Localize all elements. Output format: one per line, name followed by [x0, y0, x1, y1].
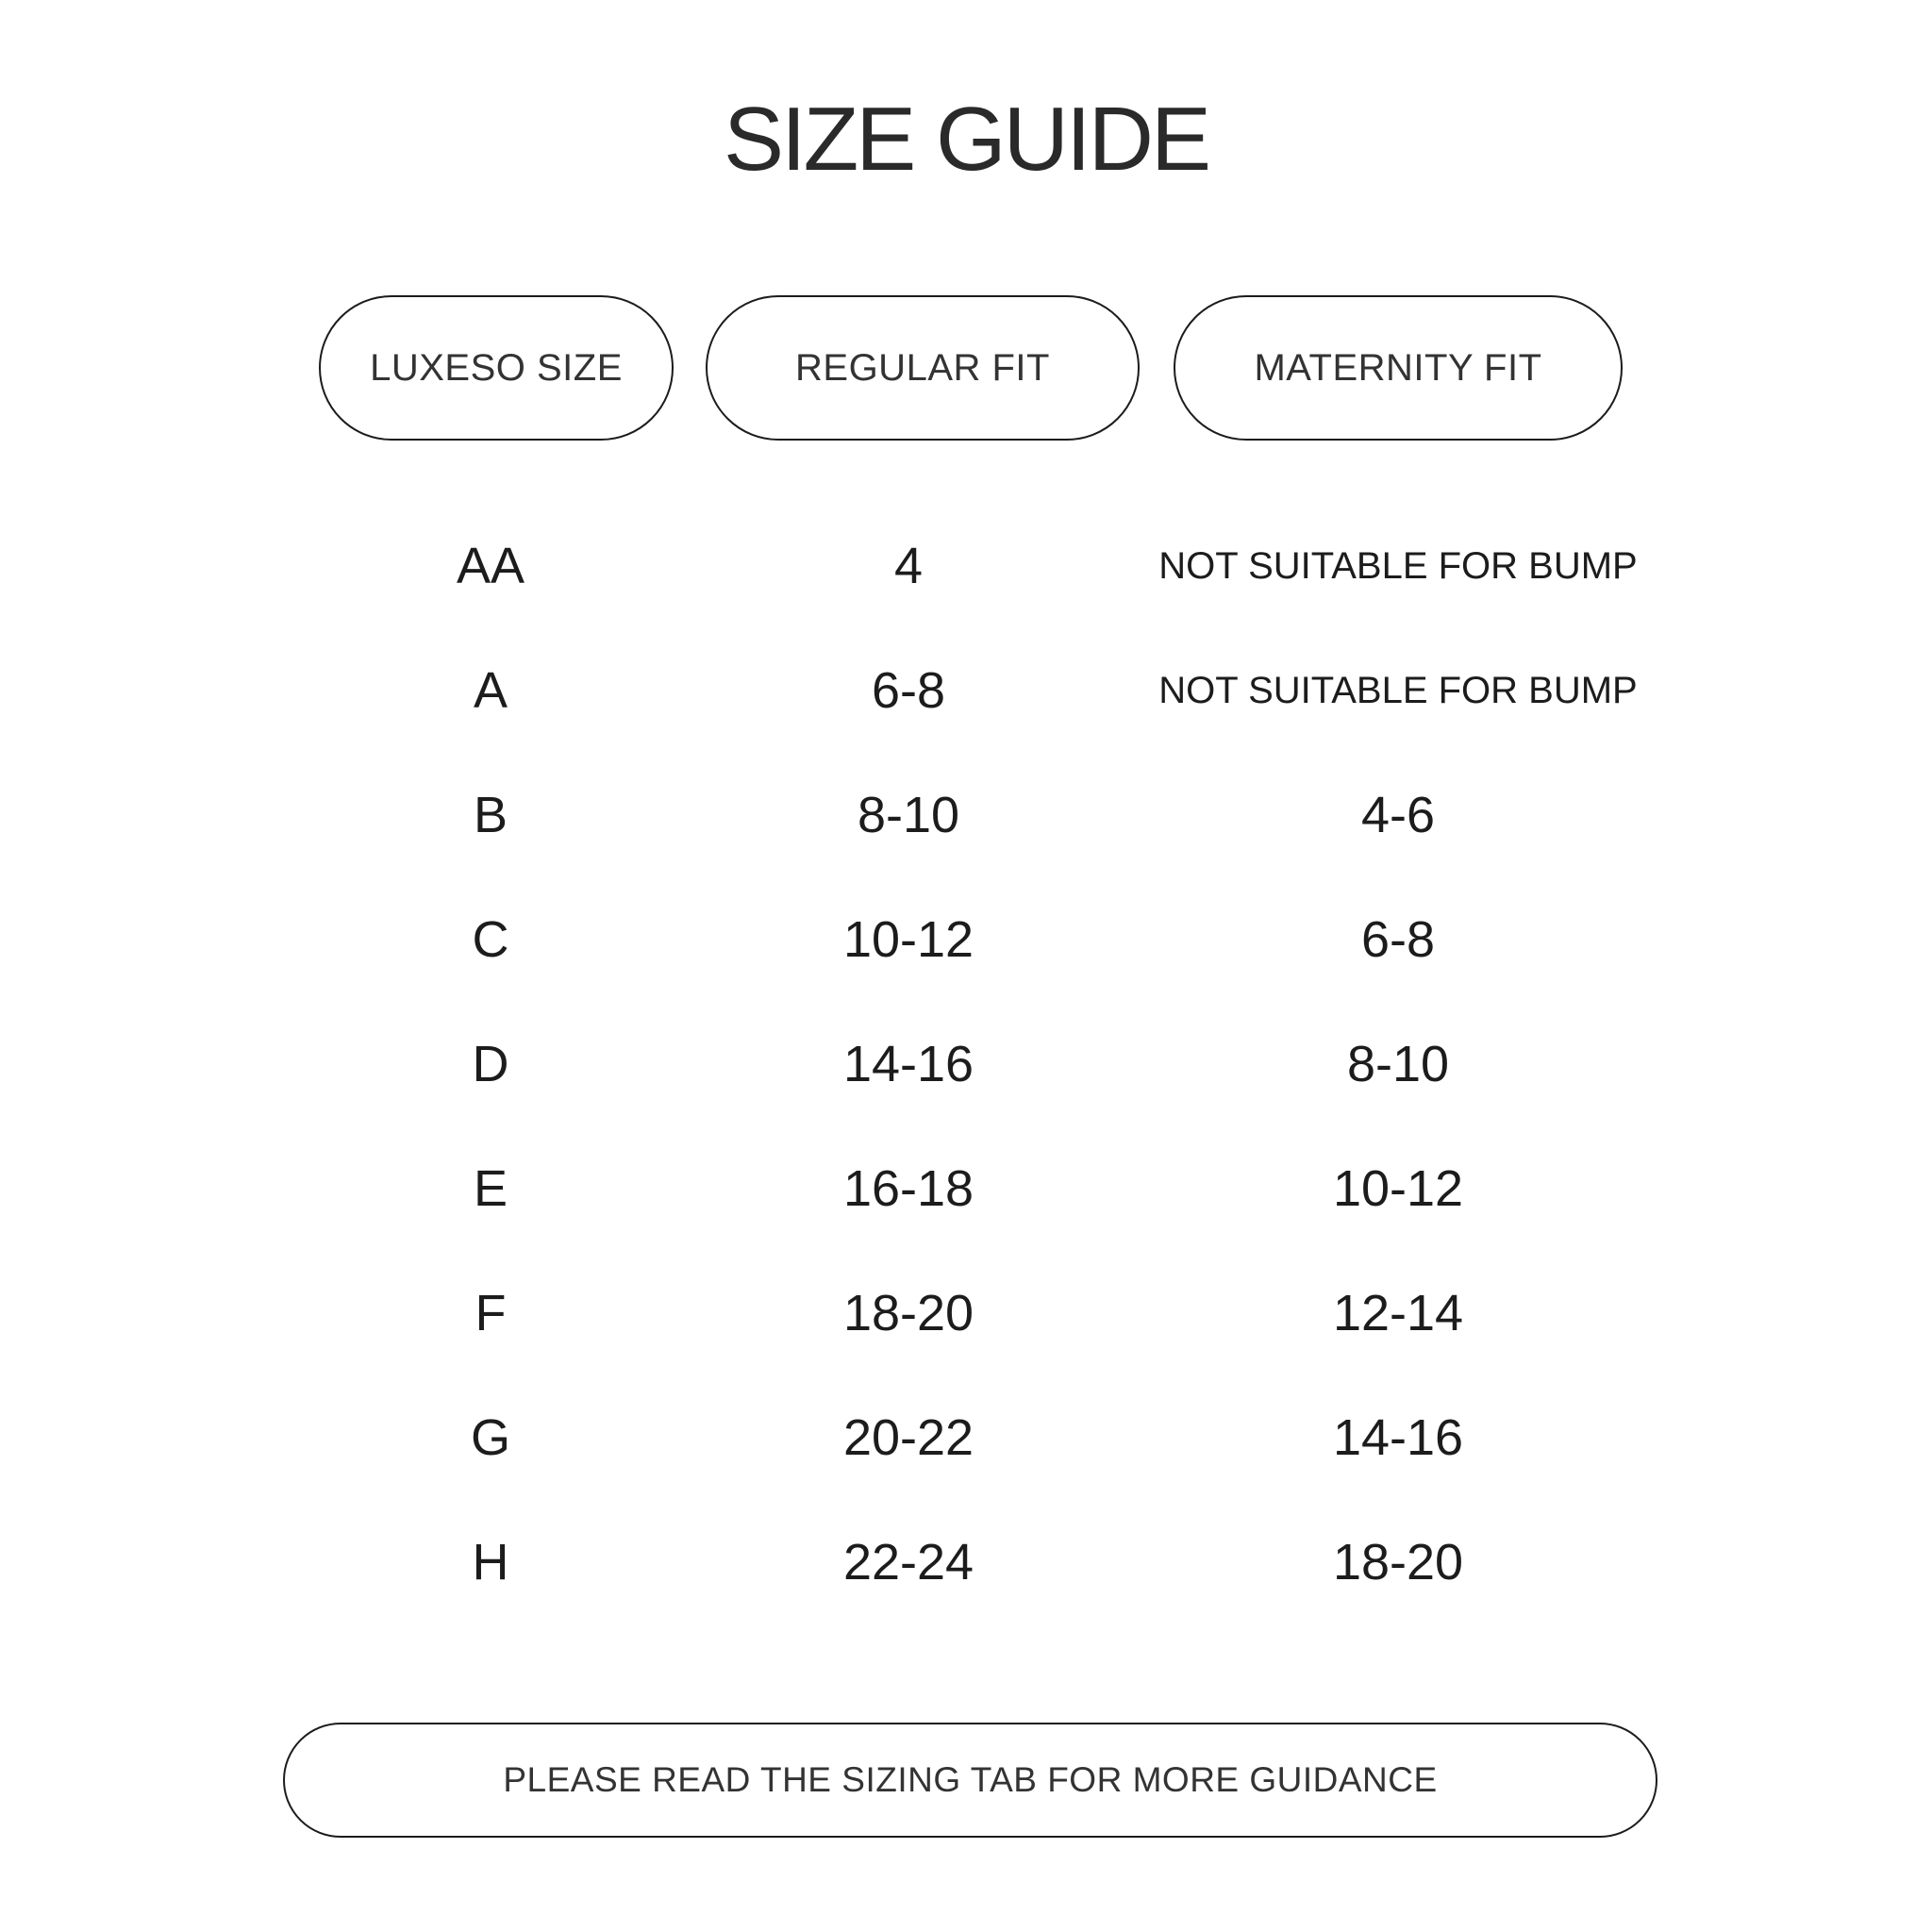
- table-row: [0, 1386, 1932, 1510]
- table-row: [0, 1261, 1932, 1386]
- regular-fit-cell: 18-20: [842, 1285, 974, 1341]
- maternity-fit-cell: 10-12: [1332, 1160, 1464, 1217]
- column-header-maternity-fit: [1174, 295, 1623, 441]
- column-header-label: LUXESO SIZE: [370, 346, 623, 389]
- table-row: [0, 888, 1932, 1012]
- column-header-luxeso-size: [319, 295, 674, 441]
- maternity-fit-cell: NOT SUITABLE FOR BUMP: [1158, 670, 1638, 711]
- regular-fit-cell: 22-24: [842, 1534, 974, 1591]
- size-cell: AA: [456, 538, 525, 594]
- column-header-label: REGULAR FIT: [795, 346, 1050, 389]
- maternity-fit-cell: 18-20: [1332, 1534, 1464, 1591]
- regular-fit-cell: 20-22: [842, 1409, 974, 1466]
- regular-fit-cell: 14-16: [842, 1036, 974, 1092]
- size-table: [0, 514, 1932, 1635]
- regular-fit-cell: 10-12: [842, 911, 974, 968]
- table-row: [0, 1012, 1932, 1137]
- maternity-fit-cell: 4-6: [1360, 787, 1436, 843]
- size-cell: C: [472, 911, 509, 968]
- size-cell: F: [475, 1285, 507, 1341]
- maternity-fit-cell: 12-14: [1332, 1285, 1464, 1341]
- column-header-regular-fit: [706, 295, 1140, 441]
- regular-fit-cell: 4: [893, 538, 924, 594]
- sizing-guidance-note: [283, 1723, 1657, 1838]
- table-row: [0, 639, 1932, 763]
- size-cell: A: [473, 662, 508, 719]
- size-cell: H: [472, 1534, 509, 1591]
- table-row: [0, 1137, 1932, 1261]
- maternity-fit-cell: 14-16: [1332, 1409, 1464, 1466]
- table-row: [0, 514, 1932, 639]
- sizing-guidance-text: PLEASE READ THE SIZING TAB FOR MORE GUIDANCE: [503, 1760, 1438, 1799]
- maternity-fit-cell: NOT SUITABLE FOR BUMP: [1158, 545, 1638, 587]
- size-cell: G: [470, 1409, 510, 1466]
- table-row: [0, 763, 1932, 888]
- size-cell: D: [472, 1036, 509, 1092]
- column-header-label: MATERNITY FIT: [1254, 346, 1542, 389]
- page-title: SIZE GUIDE: [723, 89, 1209, 190]
- size-cell: E: [473, 1160, 508, 1217]
- maternity-fit-cell: 6-8: [1360, 911, 1436, 968]
- maternity-fit-cell: 8-10: [1346, 1036, 1450, 1092]
- regular-fit-cell: 6-8: [871, 662, 946, 719]
- regular-fit-cell: 16-18: [842, 1160, 974, 1217]
- table-row: [0, 1510, 1932, 1635]
- size-cell: B: [473, 787, 508, 843]
- regular-fit-cell: 8-10: [857, 787, 960, 843]
